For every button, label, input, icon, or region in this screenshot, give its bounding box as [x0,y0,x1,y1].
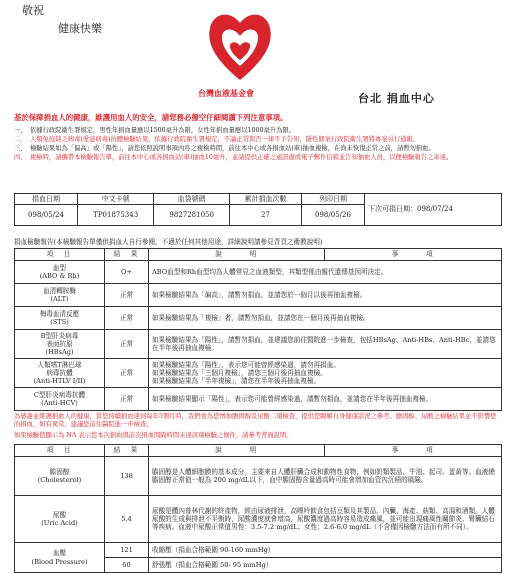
header-bag-number: 血袋號碼 [154,194,230,205]
salutation: 敬祝 [22,4,44,17]
header-donation-date: 捐血日期 [15,194,78,205]
desc-cholesterol: 膽固醇是人體細胞膜的基本成分，主要來自人體肝臟合成和動物性食物，例如奶類製品、牛油、起司、蛋黃等。血液總膽固醇正常值一般為 200 mg/dL以下，血中膽固醇含量過高時可能會增加血管內沉積的風險。 [149,457,502,496]
test-result: 正常 [105,284,149,307]
table-row [15,543,502,558]
test-item: 梅毒血清反應 (STS) [15,307,105,330]
test-result: 正常 [105,388,149,411]
notice-list [14,127,502,162]
test-item: B型肝炎病毒 表面抗原 (HBsAg) [15,330,105,359]
notice-item-number: 一、 [14,127,27,134]
notice-item-number: 四、 [14,153,27,161]
blood-center-name: 台北 捐血中心 [358,92,435,105]
test-item: 血型 (ABO & Rh) [15,261,105,284]
notice-item-number: 二、 [14,135,27,143]
header-result: 結 果 [105,445,149,457]
test-description: 如果檢驗結果為「陽性」，請暫勿捐血，並建議您前往醫院進一步檢查，包括HBsAg、Anti-HBs、Anti-HBc，並請您在半年後再抽血複檢。 [149,330,502,359]
notice-item [14,145,502,153]
test-result: 正常 [105,359,149,388]
header-result: 結 果 [105,249,149,261]
test-description: 如果檢驗結果為「複檢」者，請暫勿捐血，並請您在一個月後再抽血複檢。 [149,307,502,330]
test-item: 血清轉胺酶 (ALT) [15,284,105,307]
test-item: C型肝炎病毒抗體 (Anti-HCV) [15,388,105,411]
notice-item-text: 人類免疫缺乏病毒(愛滋病毒)抗體檢驗結果，依據行政院衛生署規定，不論正常與否一律不予告知，隱性個案行政院衛生署將專案另行通報。 [30,135,420,143]
result-uric-acid: 5.4 [105,496,149,543]
test-result: 正常 [105,330,149,359]
notice-item [14,154,502,162]
foundation-logo [205,6,275,84]
header-print-date: 列印日期 [301,194,364,205]
next-donation-date: 下次可捐日期：098/07/24 [365,194,502,226]
print-date: 098/05/26 [301,205,364,226]
notice-item [14,136,502,144]
notice-item-number: 三、 [14,144,27,152]
table-row [15,457,502,496]
test-description: 如果檢驗結果為「陽性」，表示您可能曾經感染過，請勿再捐血。 如果檢驗結果為「三個月複檢」，請您三個月後再抽血複檢。 如果檢驗結果為「半年複檢」，請您在半年後再抽血複檢。 [149,359,502,388]
header-notes: 事 項 [325,249,502,261]
health-footnote: 為感謝並維護捐血人的健康，當您持續捐血達到每年5個月時，我們會為您增加膽固醇及尿酸二項檢查，提供您瞭解自身健康狀況之參考。膽固醇、尿酸之檢驗結果並不影響您的捐血，如有異常，建議您前往醫院進一步檢查。 [14,413,497,428]
table-row [15,330,502,359]
desc-systolic: 收縮壓（捐血合格範圍 90-160 mmHg） [149,543,502,558]
donation-date: 098/05/24 [15,205,78,226]
table-row [15,388,502,411]
card-number: TP01875343 [77,205,153,226]
item-uric-acid: 尿酸 (Uric Acid) [15,496,105,543]
test-results-table [14,248,502,411]
bag-number: 9827281050 [154,205,230,226]
desc-diastolic: 舒張壓（捐血合格範圍 50- 95 mmHg） [149,558,502,573]
test-item: 人類嗜T淋巴球 病毒抗體 (Anti-HTLV I/II) [15,359,105,388]
header-total-donations: 累計捐血次數 [230,194,302,205]
test-description: 如果檢驗結果顯示「陽性」，表示您可能曾經感染過，請暫勿捐血，並請您在半年後再抽血複檢。 [149,388,502,411]
test-result: 正常 [105,307,149,330]
test-description: ABO血型和Rh血型均為人體常見之血液類型，其類型係由親代遺傳基因所決定。 [149,261,502,284]
item-blood-pressure: 血壓 (Blood Pressure) [15,543,105,573]
test-result: O+ [105,261,149,284]
report-section-note: 捐血檢驗報告(本檢驗報告單僅供捐血人自行參閱，不適於任何其他用途，詳細說明請參見背頁之衛教說明) [14,238,323,246]
table-row [15,496,502,543]
desc-uric-acid: 尿酸是體內普林代謝的終產物，經由尿液排泄，高嘌呤飲食包括豆類及其製品、內臟、海產、菇類、高湯和酒類。人體尿酸的生成與排泄不平衡時，尿酸濃度就會增高，尿酸濃度過高時容易造成痛風，並可能出現痛風性關節炎、腎臟結石等疾病。血液中尿酸正常值男性：3.5-7.2 mg/dL；女性：2.6-6.0 mg/dL（不含僅因檢驗方法而有所不同）。 [149,496,502,543]
notice-item-text: 複檢時，請攜帶本檢驗報告單，前往本中心或各捐血站(車)抽血10毫升，並請提供正確之通訊處或電子郵件信箱並告知抽血人員，以便檢驗報告之寄達。 [30,153,453,161]
foundation-name: 台灣血液基金會 [198,89,254,98]
item-cholesterol: 膽固醇 (Cholesterol) [15,457,105,496]
table-row [15,307,502,330]
na-footnote: 如果檢驗值顯示為 NA 表示您本次捐血與前次捐血間隔時間未達該項檢驗之條件，請參考背面說明。 [14,432,293,439]
notice-item-text: 檢驗結果如為「偏高」或「陽性」，請您依照說明事項內容之複檢時間，前往本中心或各捐血站(車)抽血複檢，在尚未恢復正常之前，請暫勿捐血。 [30,144,435,152]
notice-title: 基於保障捐血人的健康，維護用血人的安全，請您務必撥空仔細閱讀下列注意事項。 [14,113,288,122]
header-item: 項 目 [15,445,105,457]
result-systolic: 121 [105,543,149,558]
table-row [15,261,502,284]
total-donations: 27 [230,205,302,226]
header-notes: 事 項 [325,445,502,457]
header-item: 項 目 [15,249,105,261]
notice-item-text: 依據行政院衛生署規定，男性年捐血量應以1500毫升為限，女性年捐血量應以1000毫升為限。 [30,127,296,134]
notice-item [14,127,502,135]
test-description: 如果檢驗結果為「偏高」，請暫勿捐血，並請您於一個月以後再抽血複檢。 [149,284,502,307]
table-row [15,359,502,388]
header-card-number: 中文卡號 [77,194,153,205]
donor-info-table [14,193,502,226]
wish-text: 健康快樂 [58,22,102,35]
health-check-table [14,444,502,573]
result-cholesterol: 138 [105,457,149,496]
header-explanation: 說 明 [149,249,325,261]
table-row [15,284,502,307]
header-explanation: 說 明 [149,445,325,457]
result-diastolic: 60 [105,558,149,573]
